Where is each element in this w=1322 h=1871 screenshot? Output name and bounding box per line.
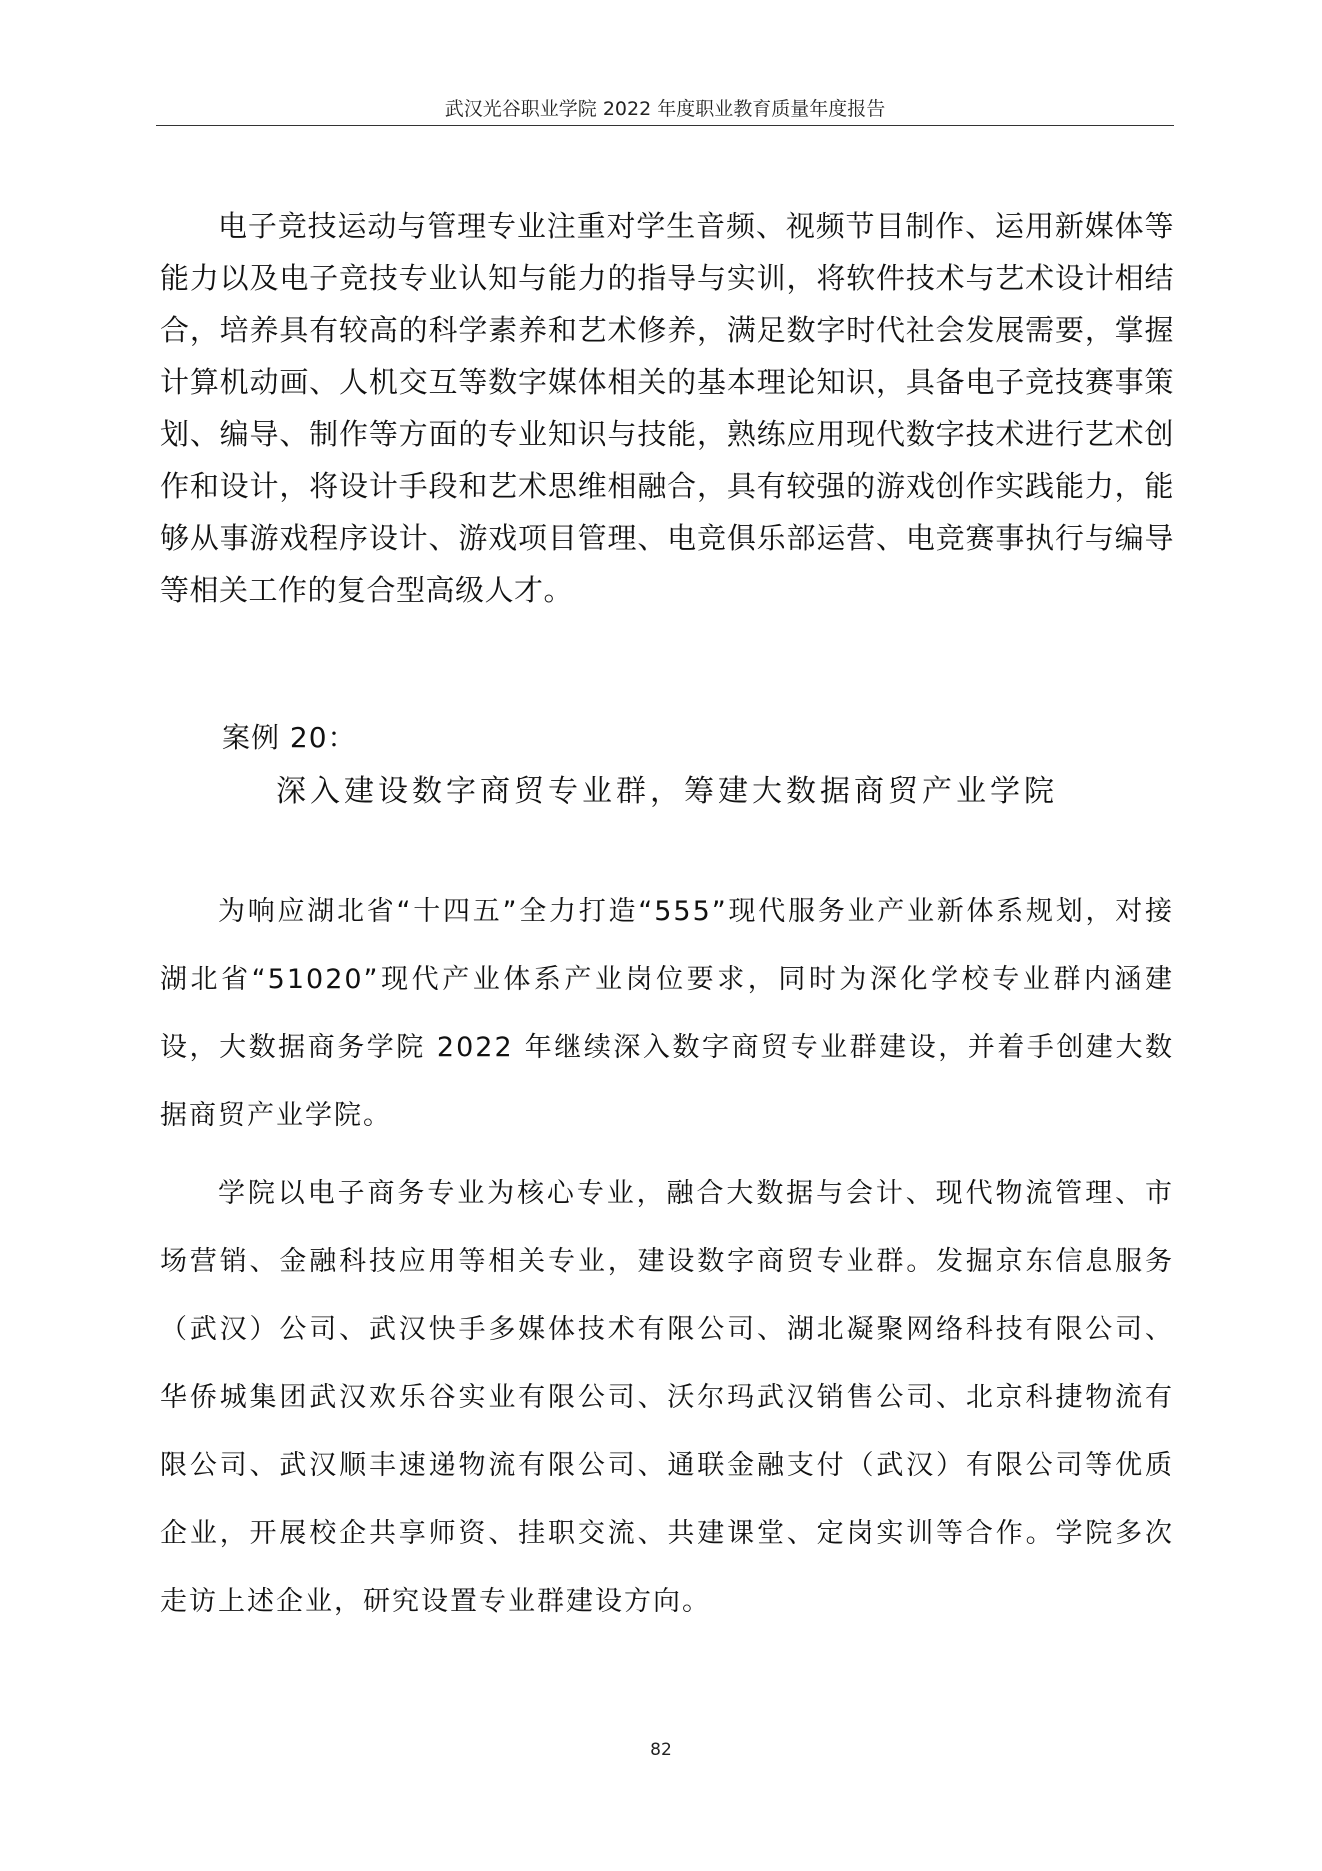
header-divider [156,125,1174,126]
intro-paragraph: 电子竞技运动与管理专业注重对学生音频、视频节目制作、运用新媒体等能力以及电子竞技专业认知与能力的指导与实训，将软件技术与艺术设计相结合，培养具有较高的科学素养和艺术修养，满足数字时代社会发展需要，掌握计算机动画、人机交互等数字媒体相关的基本理论知识，具备电子竞技赛事策划、编导、制作等方面的专业知识与技能，熟练应用现代数字技术进行艺术创作和设计，将设计手段和艺术思维相融合，具有较强的游戏创作实践能力，能够从事游戏程序设计、游戏项目管理、电竞俱乐部运营、电竞赛事执行与编导等相关工作的复合型高级人才。 [160,209,1174,607]
running-header: 武汉光谷职业学院 2022 年度职业教育质量年度报告 [444,98,886,120]
case-title: 深入建设数字商贸专业群，筹建大数据商贸产业学院 [276,774,1058,809]
case-paragraph-2: 学院以电子商务专业为核心专业，融合大数据与会计、现代物流管理、市场营销、金融科技应用等相关专业，建设数字商贸专业群。发掘京东信息服务（武汉）公司、武汉快手多媒体技术有限公司、湖北凝聚网络科技有限公司、华侨城集团武汉欢乐谷实业有限公司、沃尔玛武汉销售公司、北京科捷物流有限公司、武汉顺丰速递物流有限公司、通联金融支付（武汉）有限公司等优质企业，开展校企共享师资、挂职交流、共建课堂、定岗实训等合作。学院多次走访上述企业，研究设置专业群建设方向。 [160,1178,1174,1617]
case-paragraph-1: 为响应湖北省“十四五”全力打造“555”现代服务业产业新体系规划，对接湖北省“51020”现代产业体系产业岗位要求，同时为深化学校专业群内涵建设，大数据商务学院 2022 年继续深入数字商贸专业群建设，并着手创建大数据商贸产业学院。 [160,896,1174,1131]
page-number: 82 [650,1740,672,1760]
case-label: 案例 20： [222,721,357,754]
